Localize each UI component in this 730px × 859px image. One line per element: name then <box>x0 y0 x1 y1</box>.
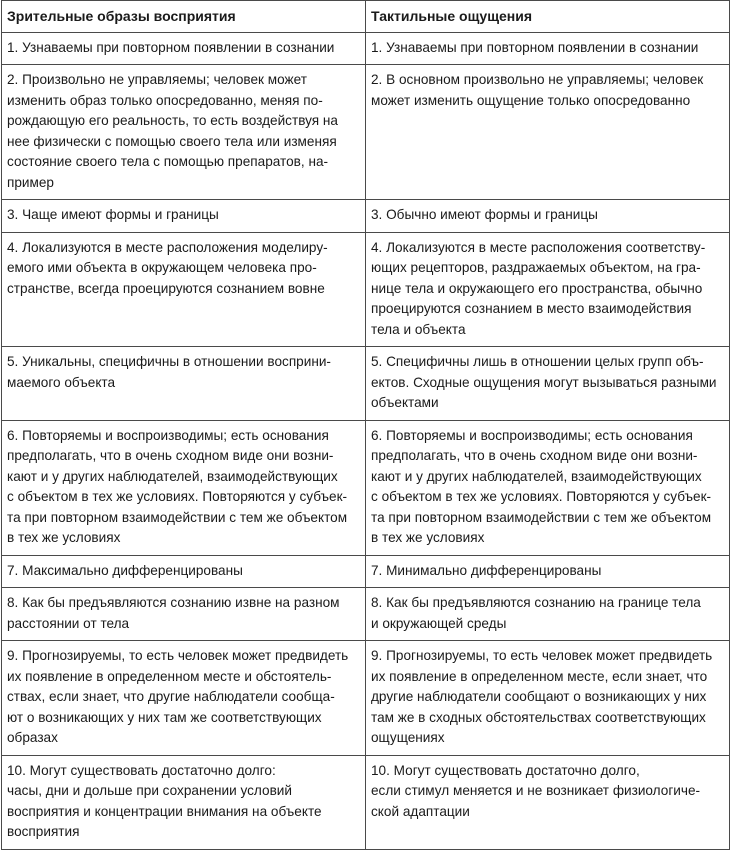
table-row <box>2 588 730 641</box>
visual-cell: 6. Повторяемы и воспроизводимы; есть основания предполагать, что в очень сходном виде они возни- кают и у других наблюдателей, взаимодействующих с объектом в тех же условиях. Повторяются у субъек- та при повторном взаимодействии с тем же объектом в тех же условиях <box>2 420 366 555</box>
tactile-cell: 4. Локализуются в месте расположения соответству- ющих рецепторов, раздражаемых объектом, на гра- нице тела и окружающего его пространства, обычно проецируются сознанием в место взаимодействия тела и объекта <box>366 232 730 347</box>
table-row <box>2 641 730 756</box>
visual-cell: 7. Максимально дифференцированы <box>2 555 366 588</box>
tactile-cell: 3. Обычно имеют формы и границы <box>366 200 730 233</box>
table-row <box>2 232 730 347</box>
visual-cell: 10. Могут существовать достаточно долго: часы, дни и дольше при сохранении условий восприятия и концентрации внимания на объекте восприятия <box>2 755 366 849</box>
table-row <box>2 200 730 233</box>
table-row <box>2 347 730 421</box>
tactile-cell: 8. Как бы предъявляются сознанию на границе тела и окружающей среды <box>366 588 730 641</box>
visual-cell: 3. Чаще имеют формы и границы <box>2 200 366 233</box>
tactile-cell: 10. Могут существовать достаточно долго, если стимул меняется и не возникает физиологиче- ской адаптации <box>366 755 730 849</box>
visual-cell: 2. Произвольно не управляемы; человек может изменить образ только опосредованно, меняя по- рождающую его реальность, то есть воздействуя на нее физически с помощью своего тела или изменяя состояние своего тела с помощью препаратов, на- пример <box>2 65 366 200</box>
tactile-cell: 9. Прогнозируемы, то есть человек может предвидеть их появление в определенном месте, если знает, что другие наблюдатели сообщают о возникающих у них там же в сходных обстоятельствах соответствующих ощущениях <box>366 641 730 756</box>
comparison-table <box>1 0 730 850</box>
visual-cell: 9. Прогнозируемы, то есть человек может предвидеть их появление в определенном месте и обстоятель- ствах, если знает, что другие наблюдатели сообща- ют о возникающих у них там же соответствующих образах <box>2 641 366 756</box>
tactile-cell: 6. Повторяемы и воспроизводимы; есть основания предполагать, что в очень сходном виде они возни- кают и у других наблюдателей, взаимодействующих с объектом в тех же условиях. Повторяются у субъек- та при повторном взаимодействии с тем же объектом в тех же условиях <box>366 420 730 555</box>
tactile-cell: 2. В основном произвольно не управляемы; человек может изменить ощущение только опосредованно <box>366 65 730 200</box>
visual-cell: 8. Как бы предъявляются сознанию извне на разном расстоянии от тела <box>2 588 366 641</box>
column-header-visual-images: Зрительные образы восприятия <box>2 1 366 33</box>
tactile-cell: 7. Минимально дифференцированы <box>366 555 730 588</box>
table-row <box>2 65 730 200</box>
visual-cell: 4. Локализуются в месте расположения моделиру- емого ими объекта в окружающем человека про- странстве, всегда проецируются сознанием вовне <box>2 232 366 347</box>
header-row <box>2 1 730 33</box>
table-row <box>2 32 730 65</box>
table-row <box>2 420 730 555</box>
tactile-cell: 5. Специфичны лишь в отношении целых групп объ- ектов. Сходные ощущения могут вызываться разными объектами <box>366 347 730 421</box>
visual-cell: 1. Узнаваемы при повторном появлении в сознании <box>2 32 366 65</box>
table-row <box>2 555 730 588</box>
tactile-cell: 1. Узнаваемы при повторном появлении в сознании <box>366 32 730 65</box>
visual-cell: 5. Уникальны, специфичны в отношении восприни- маемого объекта <box>2 347 366 421</box>
table-row <box>2 755 730 849</box>
column-header-tactile-sensations: Тактильные ощущения <box>366 1 730 33</box>
